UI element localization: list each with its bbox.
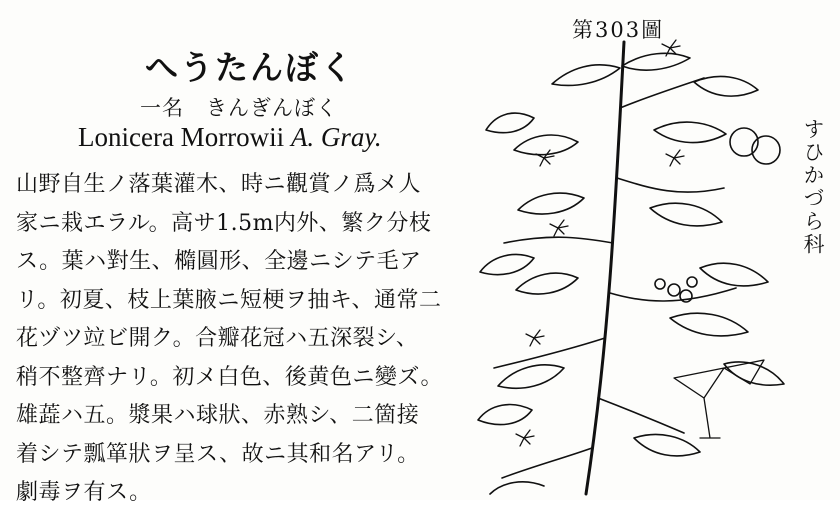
plant-title: へうたんぼく bbox=[145, 48, 355, 87]
description-text bbox=[16, 166, 466, 513]
scientific-genus-species: Lonicera Morrowii bbox=[78, 122, 285, 152]
scientific-name bbox=[78, 122, 382, 153]
alias-name: きんぎんぼく bbox=[206, 96, 338, 120]
description-line: 雄蕋ハ五。漿果ハ球狀、赤熟シ、二箇接 bbox=[16, 403, 420, 428]
description-line: 稍不整齊ナリ。初メ白色、後黄色ニ變ズ。 bbox=[16, 364, 444, 390]
figure-number: 第303圖 bbox=[572, 18, 665, 42]
plant-family-label: すひかづら科 bbox=[801, 118, 825, 256]
scientific-author: A. Gray. bbox=[290, 122, 382, 152]
description-line: 山野自生ノ落葉灌木、時ニ觀賞ノ爲メ人 bbox=[16, 172, 422, 197]
honeysuckle-branch-drawing-icon bbox=[474, 38, 794, 496]
description-line: ス。葉ハ對生、橢圓形、全邊ニシテ毛ア bbox=[16, 249, 422, 274]
leaves bbox=[478, 53, 784, 494]
description-line: 家ニ栽エラル。高サ1.5m内外、繁ク分枝 bbox=[16, 210, 432, 236]
description-line: 着シテ瓢箪狀ヲ呈ス、故ニ其和名アリ。 bbox=[16, 441, 420, 467]
description-line: 劇毒ヲ有ス。 bbox=[16, 480, 152, 505]
alias-prefix: 一名 bbox=[140, 96, 184, 120]
alternate-name bbox=[140, 92, 440, 122]
description-line: リ。初夏、枝上葉腋ニ短梗ヲ抽キ、通常二 bbox=[16, 287, 442, 313]
description-line: 花ヅツ竝ビ開ク。合瓣花冠ハ五深裂シ、 bbox=[16, 326, 419, 351]
